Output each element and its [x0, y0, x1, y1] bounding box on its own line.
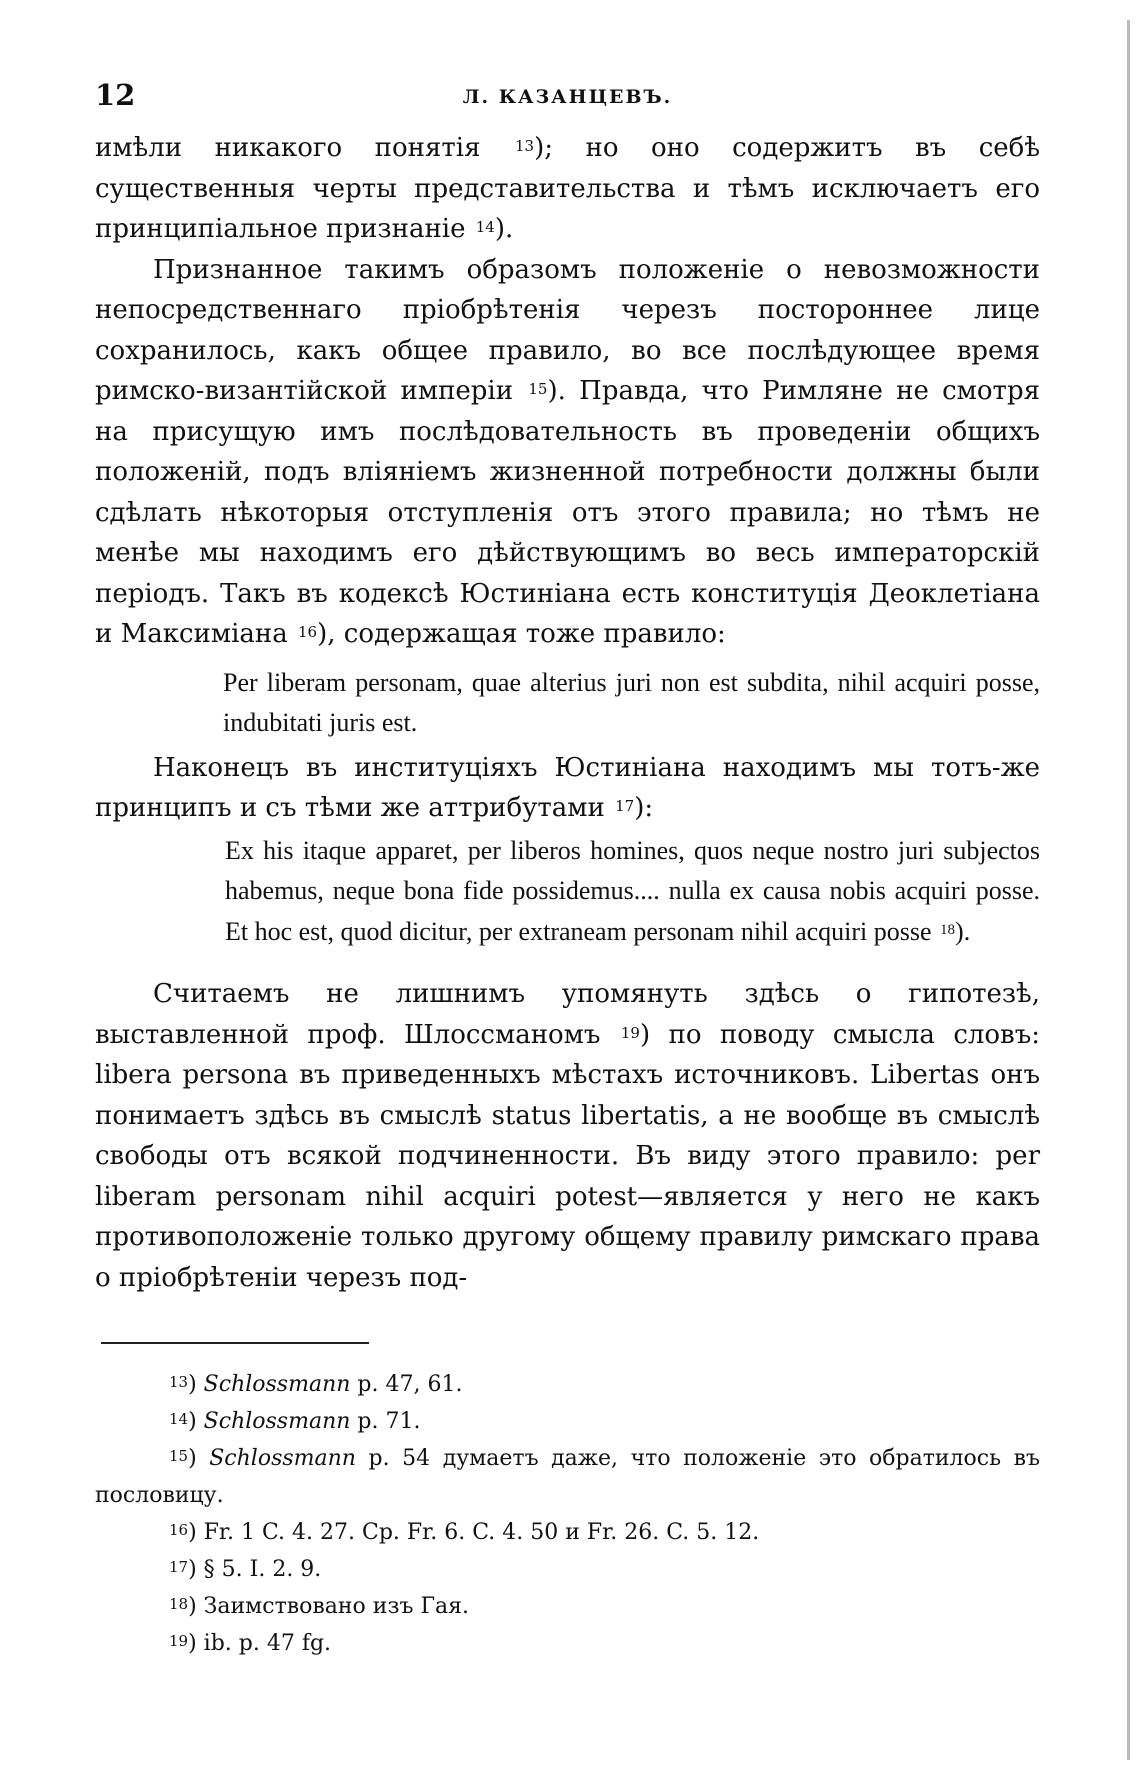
footnote-number: 15	[169, 1447, 189, 1465]
footnote-ref-14[interactable]: 14	[475, 218, 495, 236]
footnote-ref-17[interactable]: 17	[615, 797, 635, 815]
paragraph-4-text-b: ) по поводу смысла словъ: libera persona въ приведенныхъ мѣстахъ источниковъ. Libertas онъ понимаетъ здѣсь въ смыслѣ status libertatis, а не вообще въ смыслѣ свободы отъ всякой подчиненности. Въ виду этого правило: per liberam personam nihil acquiri potest—является у него не какъ противоположеніе только другому общему правилу римскаго права о пріобрѣтеніи черезъ под-	[95, 1019, 1040, 1293]
book-page	[95, 78, 1040, 1662]
paragraph-3-text-a: Наконецъ въ институціяхъ Юстиніана находимъ мы тотъ-же принципъ и съ тѣми же аттрибутами	[95, 752, 1040, 823]
paragraph-4	[95, 974, 1040, 1298]
footnote-14: $^{14}$) Schlossmann p. 71.	[169, 1409, 421, 1434]
footnote-number: 14	[169, 1410, 189, 1428]
footnote-13: $^{13}$) Schlossmann p. 47, 61.	[169, 1372, 463, 1397]
paragraph-3	[95, 748, 1040, 829]
footnote-cite: Schlossmann	[209, 1446, 356, 1471]
footnote-number: 17	[169, 1558, 189, 1576]
page-header	[95, 78, 1040, 128]
latin-quote-2-tail: ).	[955, 916, 971, 946]
footnote-divider	[101, 1342, 369, 1344]
latin-quote-1: Per liberam personam, quae alterius juri non est subdita, nihil acquiri posse, indubitati juris est.	[223, 667, 1040, 737]
footnote-18: $^{18}$) Заимствовано изъ Гая.	[169, 1594, 470, 1619]
footnote-number: 13	[169, 1373, 189, 1391]
footnote-cite: Schlossmann	[203, 1372, 351, 1397]
running-title: Л. КАЗАНЦЕВЪ.	[462, 86, 673, 108]
footnote-ref-19[interactable]: 19	[620, 1023, 640, 1042]
latin-quote-2-text: Ex his itaque apparet, per liberos homines, quos neque nostro juri subjectos habemus, neque bona fide possidemus.... nulla ex causa nobis acquiri posse. Et hoc est, quod dicitur, per extraneam personam nihil acquiri posse	[225, 835, 1040, 946]
paragraph-2-text-c: ), содержащая тоже правило:	[317, 619, 726, 649]
footnote-cite: Schlossmann	[203, 1409, 351, 1434]
footnote-number: 18	[169, 1595, 189, 1613]
footnote-text: Fr. 1 C. 4. 27. Cp. Fr. 6. C. 4. 50 и Fr. 26. C. 5. 12.	[203, 1520, 760, 1545]
paragraph-1-text-a: имѣли никакого понятія	[95, 133, 481, 163]
footnote-text: p. 54 думаетъ даже, что положеніе это обратилось въ пословицу.	[95, 1446, 1041, 1508]
latin-quote-2	[225, 831, 1040, 953]
paragraph-2-text-b: ). Правда, что Римляне не смотря на присущую имъ послѣдовательность въ проведеніи общихъ положеній, подъ вліяніемъ жизненной потребности должны были сдѣлать нѣкоторыя отступленія отъ этого правила; но тѣмъ не менѣе мы находимъ его дѣйствующимъ во весь императорскій періодъ. Такъ въ кодексѣ Юстиніана есть конституція Деоклетіана и Максиміана	[95, 376, 1040, 649]
footnote-ref-16[interactable]: 16	[298, 623, 318, 641]
paragraph-1-text-c: ).	[494, 214, 514, 244]
footnote-17: $^{17}$) § 5. I. 2. 9.	[169, 1557, 322, 1582]
footnote-19: $^{19}$) ib. p. 47 fg.	[169, 1631, 332, 1656]
paragraph-1-text-b: ); но оно содержитъ въ себѣ существенныя черты представительства и тѣмъ исключаетъ его принципіальное признаніе	[95, 133, 1041, 244]
footnote-ref-15[interactable]: 15	[528, 380, 548, 398]
footnote-text: ib. p. 47 fg.	[203, 1631, 332, 1656]
paragraph-1	[95, 128, 1040, 250]
paragraph-3-text-b: ):	[634, 793, 654, 823]
footnote-text: p. 71.	[350, 1409, 421, 1434]
footnote-text: p. 47, 61.	[350, 1372, 463, 1397]
footnotes	[95, 1366, 1040, 1662]
footnote-number: 16	[169, 1521, 189, 1539]
footnote-number: 19	[169, 1632, 189, 1650]
page-number: 12	[95, 78, 136, 112]
paragraph-4-text-a: Считаемъ не лишнимъ упомянуть здѣсь о гипотезѣ, выставленной проф. Шлоссманомъ	[95, 979, 1040, 1050]
footnote-15: $^{15}$) Schlossmann p. 54 думаетъ даже, что положеніе это обратилось въ пословицу.	[95, 1446, 1041, 1508]
paragraph-2	[95, 250, 1040, 655]
paragraph-2-text-a: Признанное такимъ образомъ положеніе о невозможности непосредственнаго пріобрѣтенія черезъ постороннее лице сохранилось, какъ общее правило, во все послѣдующее время римско-византійской имперіи	[95, 254, 1040, 406]
footnote-ref-13[interactable]: 13	[515, 137, 535, 155]
footnote-text: Заимствовано изъ Гая.	[203, 1594, 470, 1619]
footnote-text: § 5. I. 2. 9.	[203, 1557, 322, 1582]
footnote-16: $^{16}$) Fr. 1 C. 4. 27. Cp. Fr. 6. C. 4. 50 и Fr. 26. C. 5. 12.	[169, 1520, 760, 1545]
footnote-ref-18[interactable]: 18	[940, 921, 956, 938]
page-edge-line	[1127, 20, 1130, 1760]
